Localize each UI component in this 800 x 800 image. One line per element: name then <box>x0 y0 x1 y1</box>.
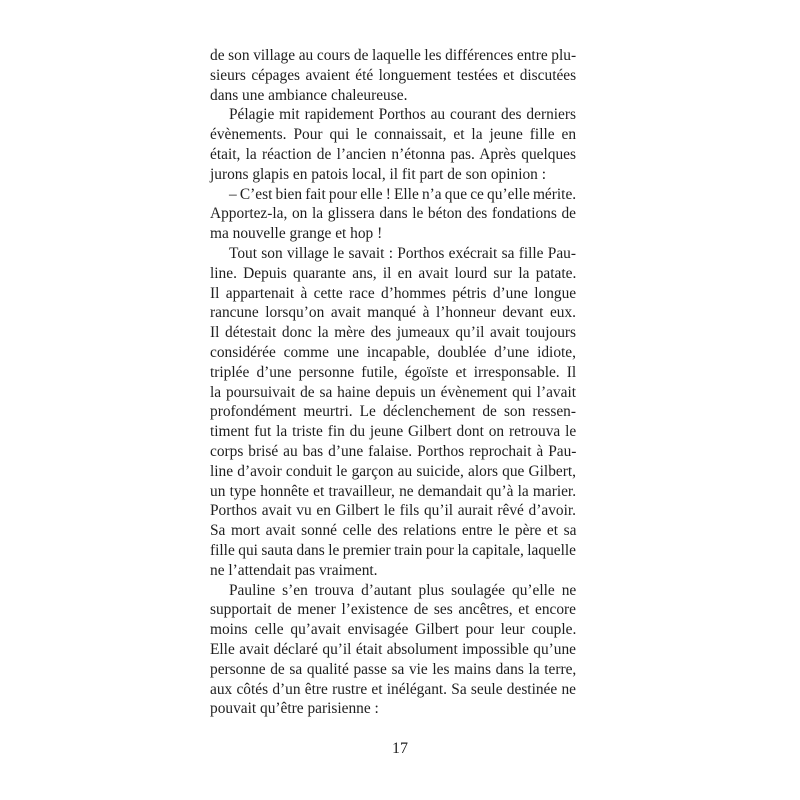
page-number: 17 <box>392 740 408 757</box>
text-line: dans une ambiance chaleureuse. <box>210 86 408 104</box>
text-line: supportait de mener l’existence de ses ancêtres, et encore <box>210 601 576 619</box>
text-line: – C’est bien fait pour elle ! Elle n’a que ce qu’elle mérite. <box>229 185 577 203</box>
text-line: personne de sa qualité passe sa vie les mains dans la terre, <box>210 660 577 678</box>
text-line: Porthos avait vu en Gilbert le fils qu’il aurait rêvé d’avoir. <box>210 502 576 520</box>
text-line: jurons glapis en patois local, il fit part de son opinion : <box>210 165 546 183</box>
text-line: évènements. Pour qui le connaissait, et la jeune fille en <box>210 126 577 144</box>
paragraph-3 <box>210 185 576 244</box>
text-line: timent fut la triste fin du jeune Gilbert dont on retrouva le <box>210 423 577 441</box>
text-line: Pélagie mit rapidement Porthos au courant des derniers <box>229 106 576 124</box>
paragraph-4 <box>210 244 576 581</box>
text-line: moins celle qu’avait envisagée Gilbert pour leur couple. <box>210 621 577 639</box>
text-line: Apportez-la, on la glissera dans le béton des fondations de <box>210 205 577 223</box>
text-line: considérée comme une incapable, doublée d’une idiote, <box>210 343 576 361</box>
text-line: pouvait qu’être parisienne : <box>210 700 379 718</box>
text-line: Tout son village le savait : Porthos exécrait sa fille Pau- <box>229 244 576 262</box>
text-line: triplée d’une personne futile, égoïste et irresponsable. Il <box>210 363 577 381</box>
text-line: Il détestait donc la mère des jumeaux qu’il avait toujours <box>210 324 577 342</box>
text-line: profondément meurtri. Le déclenchement de son ressen- <box>210 403 576 421</box>
text-line: de son village au cours de laquelle les différences entre plu- <box>210 47 577 64</box>
page-body <box>210 46 576 719</box>
text-line: line d’avoir conduit le garçon au suicide, alors que Gilbert, <box>210 462 576 480</box>
text-line: la poursuivait de sa haine depuis un évènement qui l’avait <box>210 383 576 401</box>
text-line: Il appartenait à cette race d’hommes pétris d’une longue <box>210 284 577 302</box>
text-line: était, la réaction de l’ancien n’étonna pas. Après quelques <box>210 145 576 163</box>
paragraph-2 <box>210 105 576 184</box>
text-line: sieurs cépages avaient été longuement testées et discutées <box>210 66 577 84</box>
text-line: Pauline s’en trouva d’autant plus soulagée qu’elle ne <box>229 581 577 599</box>
text-line: ne l’attendait pas vraiment. <box>210 561 378 579</box>
text-line: Elle avait déclaré qu’il était absolument impossible qu’une <box>210 640 576 658</box>
text-line: un type honnête et travailleur, ne demandait qu’à la marier. <box>210 482 577 500</box>
text-line: Sa mort avait sonné celle des relations entre le père et sa <box>210 522 577 540</box>
text-line: corps brisé au bas d’une falaise. Porthos reprochait à Pau- <box>210 442 577 460</box>
text-line: line. Depuis quarante ans, il en avait lourd sur la patate. <box>210 264 577 282</box>
text-line: ma nouvelle grange et hop ! <box>210 225 383 243</box>
paragraph-5 <box>210 581 576 720</box>
text-line: fille qui sauta dans le premier train pour la capitale, laquelle <box>210 541 576 559</box>
text-line: rancune lorsqu’on avait manqué à l’honneur devant eux. <box>210 304 577 322</box>
text-line: aux côtés d’un être rustre et inélégant. Sa seule destinée ne <box>210 680 576 698</box>
paragraph-1 <box>210 46 576 105</box>
